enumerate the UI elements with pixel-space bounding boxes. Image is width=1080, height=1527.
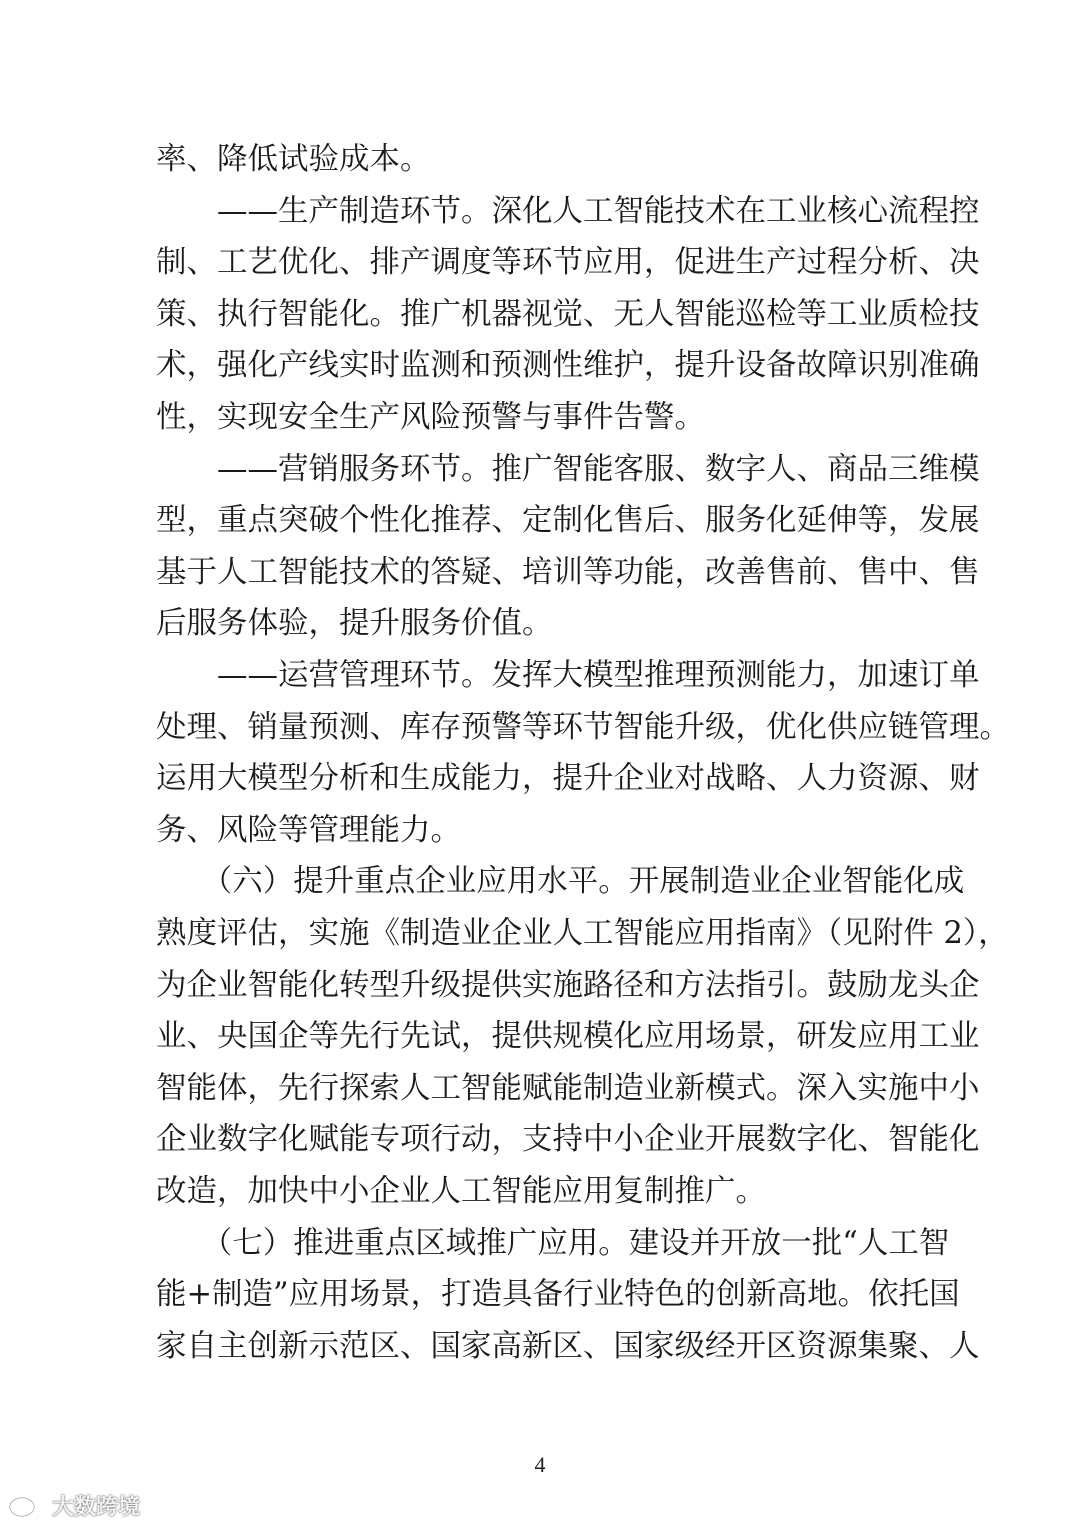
text-line: （七）推进重点区域推广应用。建设并开放一批“人工智 <box>156 1225 950 1261</box>
text-line: 后服务体验，提升服务价值。 <box>156 606 553 642</box>
text-line: 企业数字化赋能专项行动，支持中小企业开展数字化、智能化 <box>156 1122 980 1158</box>
text-line: ——生产制造环节。深化人工智能技术在工业核心流程控 <box>156 193 980 229</box>
text-line: 型，重点突破个性化推荐、定制化售后、服务化延伸等，发展 <box>156 503 980 539</box>
text-line: 制、工艺优化、排产调度等环节应用，促进生产过程分析、决 <box>156 245 980 281</box>
text-line: 策、执行智能化。推广机器视觉、无人智能巡检等工业质检技 <box>156 296 980 332</box>
text-line: 处理、销量预测、库存预警等环节智能升级，优化供应链管理。 <box>156 709 1010 745</box>
text-line: 为企业智能化转型升级提供实施路径和方法指引。鼓励龙头企 <box>156 967 980 1003</box>
text-line: （六）提升重点企业应用水平。开展制造业企业智能化成 <box>156 864 965 900</box>
text-line: 智能体，先行探索人工智能赋能制造业新模式。深入实施中小 <box>156 1070 980 1106</box>
text-line: 运用大模型分析和生成能力，提升企业对战略、人力资源、财 <box>156 761 980 797</box>
text-line: ——营销服务环节。推广智能客服、数字人、商品三维模 <box>156 451 980 487</box>
page-number: 4 <box>534 1452 546 1477</box>
text-line: 改造，加快中小企业人工智能应用复制推广。 <box>156 1174 766 1209</box>
text-line: ——运营管理环节。发挥大模型推理预测能力，加速订单 <box>156 658 980 693</box>
text-line: 家自主创新示范区、国家高新区、国家级经开区资源集聚、人 <box>156 1328 980 1364</box>
text-line: 术，强化产线实时监测和预测性维护，提升设备故障识别准确 <box>156 348 980 384</box>
text-line: 能+制造”应用场景，打造具备行业特色的创新高地。依托国 <box>156 1277 960 1313</box>
weibo-style-logo-icon <box>8 1492 48 1518</box>
text-line: 熟度评估，实施《制造业企业人工智能应用指南》（见附件 2）， <box>156 916 1009 951</box>
text-line: 率、降低试验成本。 <box>156 142 431 177</box>
text-line: 基于人工智能技术的答疑、培训等功能，改善售前、售中、售 <box>156 554 980 590</box>
watermark-text: 大数跨境 <box>52 1494 141 1520</box>
text-line: 业、央国企等先行先试，提供规模化应用场景，研发应用工业 <box>156 1019 980 1055</box>
watermark <box>8 1490 140 1520</box>
text-line: 务、风险等管理能力。 <box>156 812 461 848</box>
text-line: 性，实现安全生产风险预警与事件告警。 <box>156 400 705 435</box>
